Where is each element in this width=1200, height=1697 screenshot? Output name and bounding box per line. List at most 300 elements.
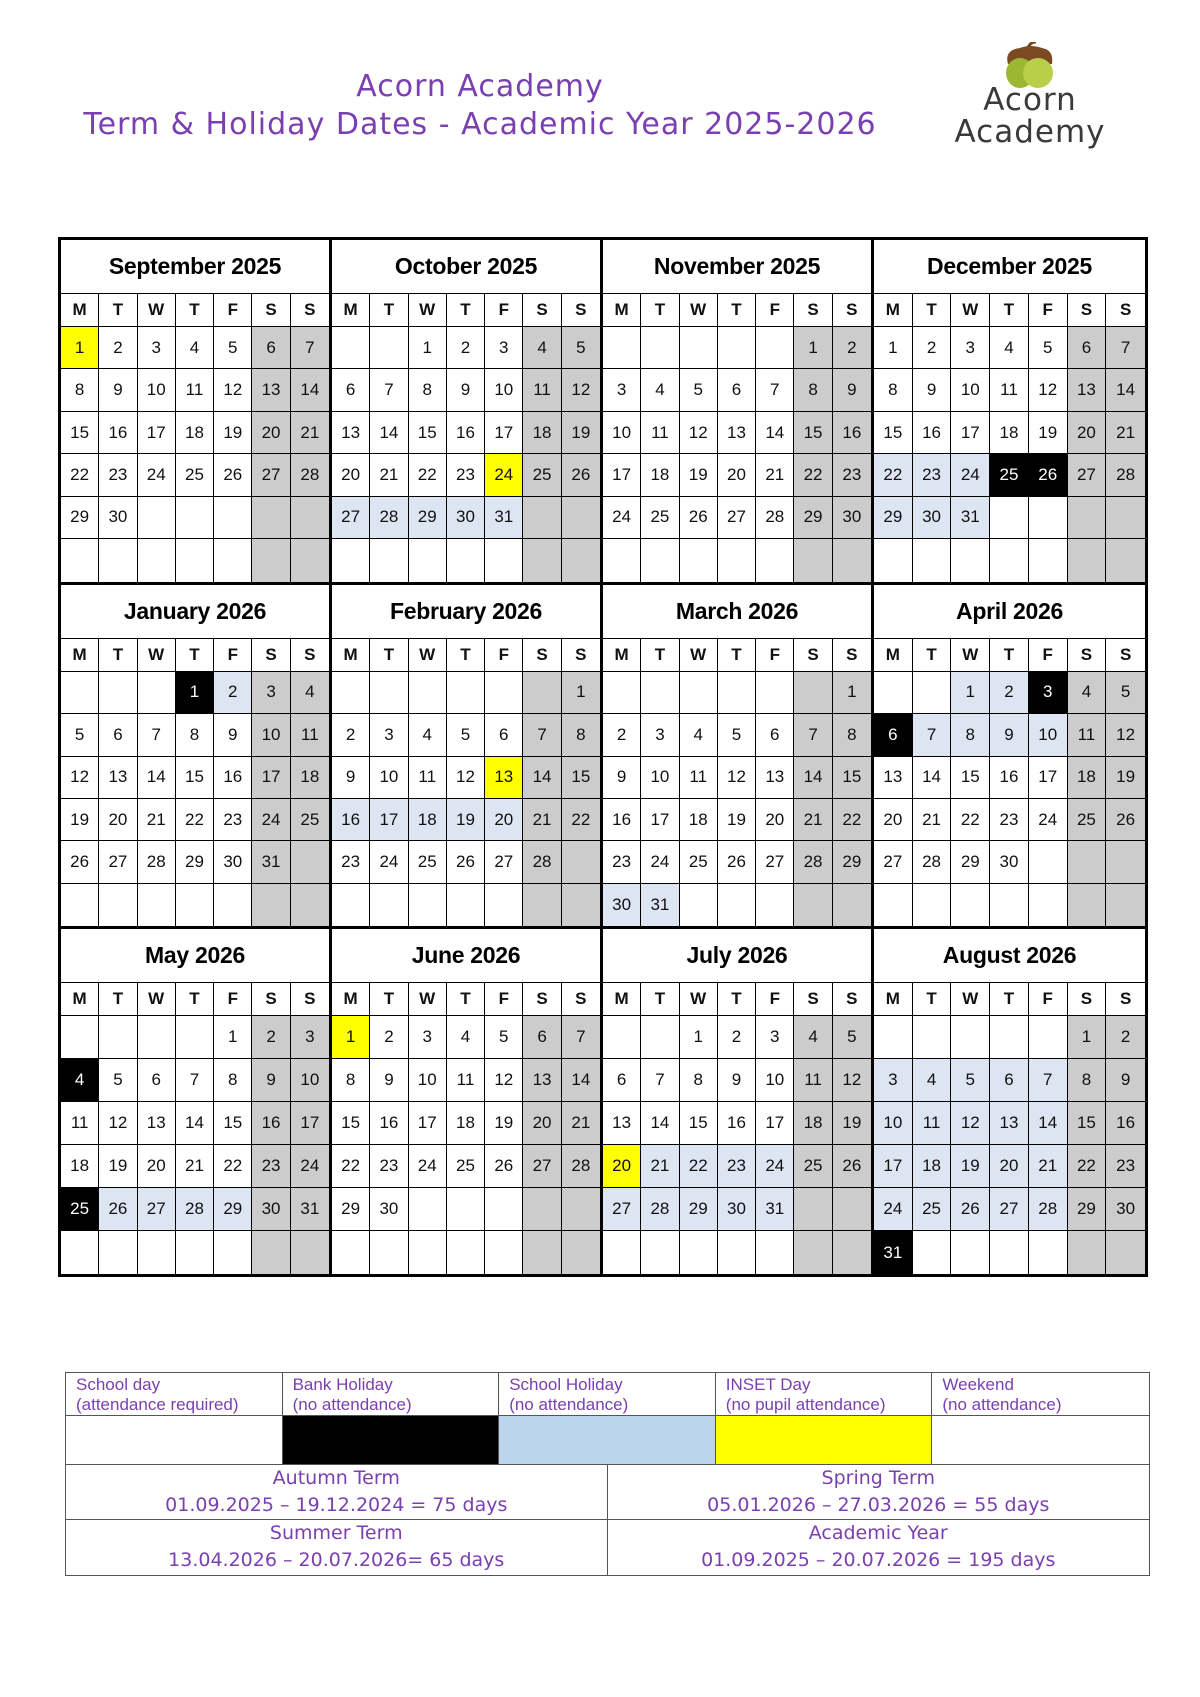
weekday-header: W: [138, 983, 176, 1016]
day-cell: 25: [641, 497, 679, 539]
day-cell: 18: [680, 799, 718, 841]
day-cell: 9: [214, 714, 252, 756]
weekday-header: S: [523, 294, 561, 327]
legend-swatch: [283, 1416, 500, 1465]
day-cell: 21: [913, 799, 952, 841]
day-cell: 3: [756, 1016, 794, 1059]
empty-cell: [756, 672, 794, 714]
day-cell: 25: [680, 841, 718, 883]
empty-cell: [409, 539, 447, 581]
weekday-header: S: [1068, 983, 1107, 1016]
empty-cell: [447, 1231, 485, 1274]
month-3: [874, 240, 1145, 585]
day-cell: 13: [332, 412, 370, 454]
day-cell: 4: [913, 1059, 952, 1102]
day-cell: 7: [913, 714, 952, 756]
weekday-header: W: [138, 639, 176, 672]
empty-cell: [176, 884, 214, 926]
day-cell: 4: [794, 1016, 832, 1059]
day-cell: 7: [176, 1059, 214, 1102]
weekday-header: F: [485, 294, 523, 327]
weekday-header: T: [913, 983, 952, 1016]
day-cell: 25: [409, 841, 447, 883]
day-cell: 3: [641, 714, 679, 756]
day-cell: 18: [409, 799, 447, 841]
page-title-block: [60, 68, 900, 144]
empty-cell: [1106, 1231, 1145, 1274]
day-cell: 3: [409, 1016, 447, 1059]
weekday-header: S: [252, 294, 290, 327]
day-cell: 12: [1029, 369, 1068, 411]
weekday-header: T: [641, 294, 679, 327]
legend-label-note: (no attendance): [292, 1395, 412, 1414]
day-cell: 3: [951, 327, 990, 369]
day-cell: 23: [718, 1145, 756, 1188]
day-cell: 22: [1068, 1145, 1107, 1188]
weekday-header: T: [718, 983, 756, 1016]
day-cell: 23: [332, 841, 370, 883]
day-cell: 10: [409, 1059, 447, 1102]
day-cell: 8: [951, 714, 990, 756]
day-cell: 6: [1068, 327, 1107, 369]
day-cell: 19: [680, 454, 718, 496]
weekday-header: S: [1068, 294, 1107, 327]
day-cell: 21: [1106, 412, 1145, 454]
day-cell: 25: [61, 1188, 99, 1231]
day-cell: 2: [913, 327, 952, 369]
day-cell: 1: [794, 327, 832, 369]
day-cell: 8: [61, 369, 99, 411]
weekday-header: T: [176, 983, 214, 1016]
empty-cell: [990, 497, 1029, 539]
empty-cell: [603, 672, 641, 714]
empty-cell: [332, 327, 370, 369]
day-cell: 12: [485, 1059, 523, 1102]
empty-cell: [447, 539, 485, 581]
day-cell: 20: [485, 799, 523, 841]
term-cell: [66, 1520, 608, 1575]
day-cell: 11: [523, 369, 561, 411]
day-cell: 27: [874, 841, 913, 883]
empty-cell: [562, 884, 600, 926]
weekday-header: S: [562, 294, 600, 327]
day-cell: 8: [332, 1059, 370, 1102]
empty-cell: [252, 497, 290, 539]
weekday-header: T: [99, 294, 137, 327]
month-days-grid: [874, 983, 1145, 1274]
term-name: Summer Term: [269, 1522, 403, 1544]
day-cell: 6: [603, 1059, 641, 1102]
weekday-header: M: [874, 983, 913, 1016]
empty-cell: [718, 884, 756, 926]
month-title: November 2025: [603, 240, 871, 294]
day-cell: 5: [718, 714, 756, 756]
empty-cell: [214, 1231, 252, 1274]
term-dates: 05.01.2026 – 27.03.2026 = 55 days: [707, 1494, 1050, 1516]
empty-cell: [252, 539, 290, 581]
month-title: August 2026: [874, 929, 1145, 983]
day-cell: 13: [874, 757, 913, 799]
empty-cell: [1029, 884, 1068, 926]
day-cell: 25: [1068, 799, 1107, 841]
day-cell: 24: [138, 454, 176, 496]
weekday-header: T: [176, 294, 214, 327]
day-cell: 30: [447, 497, 485, 539]
term-dates: 01.09.2025 – 19.12.2024 = 75 days: [165, 1494, 508, 1516]
day-cell: 26: [951, 1188, 990, 1231]
day-cell: 5: [1106, 672, 1145, 714]
empty-cell: [680, 539, 718, 581]
day-cell: 27: [756, 841, 794, 883]
empty-cell: [990, 539, 1029, 581]
day-cell: 12: [447, 757, 485, 799]
school-logo: [940, 42, 1120, 162]
day-cell: 12: [833, 1059, 871, 1102]
day-cell: 3: [370, 714, 408, 756]
day-cell: 22: [874, 454, 913, 496]
empty-cell: [332, 884, 370, 926]
weekday-header: T: [447, 639, 485, 672]
day-cell: 6: [990, 1059, 1029, 1102]
weekday-header: S: [1106, 294, 1145, 327]
legend-label-note: (no pupil attendance): [725, 1395, 886, 1414]
weekday-header: M: [874, 639, 913, 672]
day-cell: 4: [291, 672, 329, 714]
day-cell: 17: [756, 1102, 794, 1145]
day-cell: 16: [370, 1102, 408, 1145]
empty-cell: [641, 672, 679, 714]
day-cell: 15: [951, 757, 990, 799]
day-cell: 13: [485, 757, 523, 799]
day-cell: 8: [833, 714, 871, 756]
day-cell: 29: [61, 497, 99, 539]
day-cell: 2: [99, 327, 137, 369]
day-cell: 26: [680, 497, 718, 539]
day-cell: 2: [1106, 1016, 1145, 1059]
day-cell: 7: [291, 327, 329, 369]
day-cell: 4: [990, 327, 1029, 369]
empty-cell: [833, 1231, 871, 1274]
day-cell: 15: [409, 412, 447, 454]
day-cell: 20: [603, 1145, 641, 1188]
day-cell: 19: [447, 799, 485, 841]
weekday-header: S: [1106, 983, 1145, 1016]
empty-cell: [718, 1231, 756, 1274]
day-cell: 5: [680, 369, 718, 411]
day-cell: 2: [603, 714, 641, 756]
day-cell: 11: [680, 757, 718, 799]
day-cell: 22: [61, 454, 99, 496]
day-cell: 1: [833, 672, 871, 714]
weekday-header: T: [370, 639, 408, 672]
day-cell: 20: [990, 1145, 1029, 1188]
weekday-header: T: [913, 294, 952, 327]
empty-cell: [680, 672, 718, 714]
day-cell: 9: [370, 1059, 408, 1102]
day-cell: 24: [485, 454, 523, 496]
day-cell: 9: [990, 714, 1029, 756]
weekday-header: W: [138, 294, 176, 327]
empty-cell: [485, 1188, 523, 1231]
day-cell: 26: [485, 1145, 523, 1188]
weekday-header: T: [990, 294, 1029, 327]
day-cell: 22: [562, 799, 600, 841]
day-cell: 17: [291, 1102, 329, 1145]
day-cell: 18: [176, 412, 214, 454]
legend-label: [716, 1373, 933, 1416]
empty-cell: [176, 539, 214, 581]
legend-label-note: (no attendance): [509, 1395, 629, 1414]
day-cell: 1: [562, 672, 600, 714]
day-cell: 17: [951, 412, 990, 454]
day-cell: 3: [1029, 672, 1068, 714]
weekday-header: W: [951, 639, 990, 672]
empty-cell: [641, 539, 679, 581]
legend-key: [66, 1373, 1149, 1465]
day-cell: 30: [833, 497, 871, 539]
empty-cell: [718, 672, 756, 714]
empty-cell: [370, 672, 408, 714]
empty-cell: [138, 1231, 176, 1274]
day-cell: 16: [447, 412, 485, 454]
day-cell: 30: [913, 497, 952, 539]
day-cell: 21: [523, 799, 561, 841]
empty-cell: [641, 1016, 679, 1059]
day-cell: 8: [176, 714, 214, 756]
weekday-header: M: [603, 983, 641, 1016]
empty-cell: [332, 672, 370, 714]
empty-cell: [603, 327, 641, 369]
empty-cell: [61, 1016, 99, 1059]
day-cell: 6: [523, 1016, 561, 1059]
legend-label: [499, 1373, 716, 1416]
day-cell: 28: [913, 841, 952, 883]
weekday-header: S: [252, 983, 290, 1016]
day-cell: 23: [990, 799, 1029, 841]
day-cell: 23: [833, 454, 871, 496]
day-cell: 11: [990, 369, 1029, 411]
month-title: January 2026: [61, 585, 329, 639]
empty-cell: [332, 539, 370, 581]
day-cell: 17: [874, 1145, 913, 1188]
day-cell: 30: [603, 884, 641, 926]
weekday-header: T: [718, 639, 756, 672]
day-cell: 20: [1068, 412, 1107, 454]
day-cell: 29: [332, 1188, 370, 1231]
day-cell: 15: [61, 412, 99, 454]
empty-cell: [794, 672, 832, 714]
day-cell: 16: [99, 412, 137, 454]
day-cell: 2: [718, 1016, 756, 1059]
empty-cell: [138, 1016, 176, 1059]
empty-cell: [794, 1231, 832, 1274]
day-cell: 3: [252, 672, 290, 714]
weekday-header: S: [523, 639, 561, 672]
month-days-grid: [603, 983, 871, 1274]
day-cell: 17: [252, 757, 290, 799]
day-cell: 31: [641, 884, 679, 926]
day-cell: 26: [1029, 454, 1068, 496]
day-cell: 2: [332, 714, 370, 756]
day-cell: 19: [718, 799, 756, 841]
day-cell: 9: [1106, 1059, 1145, 1102]
empty-cell: [291, 1231, 329, 1274]
day-cell: 8: [409, 369, 447, 411]
day-cell: 21: [794, 799, 832, 841]
day-cell: 1: [680, 1016, 718, 1059]
day-cell: 18: [641, 454, 679, 496]
weekday-header: F: [214, 294, 252, 327]
month-title: June 2026: [332, 929, 600, 983]
month-days-grid: [61, 639, 329, 927]
day-cell: 29: [1068, 1188, 1107, 1231]
empty-cell: [1106, 539, 1145, 581]
empty-cell: [874, 1016, 913, 1059]
empty-cell: [641, 327, 679, 369]
day-cell: 9: [603, 757, 641, 799]
day-cell: 13: [603, 1102, 641, 1145]
empty-cell: [1029, 1016, 1068, 1059]
month-0: [61, 240, 332, 585]
day-cell: 24: [603, 497, 641, 539]
month-title: October 2025: [332, 240, 600, 294]
weekday-header: F: [756, 983, 794, 1016]
logo-word-2: Academy: [954, 114, 1106, 150]
day-cell: 15: [874, 412, 913, 454]
month-days-grid: [332, 294, 600, 582]
weekday-header: T: [641, 639, 679, 672]
day-cell: 6: [252, 327, 290, 369]
day-cell: 16: [913, 412, 952, 454]
empty-cell: [61, 1231, 99, 1274]
day-cell: 11: [447, 1059, 485, 1102]
day-cell: 24: [370, 841, 408, 883]
day-cell: 3: [291, 1016, 329, 1059]
empty-cell: [99, 1231, 137, 1274]
empty-cell: [370, 539, 408, 581]
empty-cell: [291, 539, 329, 581]
weekday-header: T: [913, 639, 952, 672]
weekday-header: T: [447, 983, 485, 1016]
empty-cell: [176, 1231, 214, 1274]
day-cell: 8: [680, 1059, 718, 1102]
day-cell: 18: [990, 412, 1029, 454]
empty-cell: [332, 1231, 370, 1274]
weekday-header: M: [603, 294, 641, 327]
day-cell: 31: [951, 497, 990, 539]
day-cell: 9: [833, 369, 871, 411]
empty-cell: [485, 539, 523, 581]
day-cell: 7: [756, 369, 794, 411]
weekday-header: F: [214, 639, 252, 672]
day-cell: 18: [291, 757, 329, 799]
day-cell: 5: [447, 714, 485, 756]
empty-cell: [370, 1231, 408, 1274]
weekday-header: W: [951, 983, 990, 1016]
empty-cell: [874, 884, 913, 926]
weekday-header: F: [1029, 294, 1068, 327]
day-cell: 30: [99, 497, 137, 539]
empty-cell: [61, 672, 99, 714]
day-cell: 27: [252, 454, 290, 496]
legend-label: [283, 1373, 500, 1416]
month-title: September 2025: [61, 240, 329, 294]
day-cell: 7: [794, 714, 832, 756]
day-cell: 18: [1068, 757, 1107, 799]
weekday-header: S: [252, 639, 290, 672]
empty-cell: [523, 497, 561, 539]
empty-cell: [951, 884, 990, 926]
day-cell: 25: [794, 1145, 832, 1188]
day-cell: 28: [562, 1145, 600, 1188]
day-cell: 7: [641, 1059, 679, 1102]
day-cell: 2: [252, 1016, 290, 1059]
empty-cell: [138, 497, 176, 539]
day-cell: 20: [252, 412, 290, 454]
weekday-header: S: [562, 639, 600, 672]
day-cell: 13: [1068, 369, 1107, 411]
day-cell: 7: [1106, 327, 1145, 369]
month-1: [332, 240, 603, 585]
day-cell: 5: [1029, 327, 1068, 369]
weekday-header: W: [409, 983, 447, 1016]
empty-cell: [603, 539, 641, 581]
weekday-header: S: [833, 639, 871, 672]
day-cell: 26: [61, 841, 99, 883]
month-6: [603, 585, 874, 930]
day-cell: 23: [913, 454, 952, 496]
empty-cell: [680, 884, 718, 926]
day-cell: 29: [833, 841, 871, 883]
day-cell: 7: [562, 1016, 600, 1059]
weekday-header: S: [794, 639, 832, 672]
day-cell: 3: [138, 327, 176, 369]
month-days-grid: [874, 639, 1145, 927]
day-cell: 14: [1106, 369, 1145, 411]
day-cell: 9: [718, 1059, 756, 1102]
day-cell: 6: [718, 369, 756, 411]
empty-cell: [874, 539, 913, 581]
day-cell: 14: [794, 757, 832, 799]
day-cell: 17: [370, 799, 408, 841]
day-cell: 15: [680, 1102, 718, 1145]
weekday-header: F: [214, 983, 252, 1016]
day-cell: 10: [603, 412, 641, 454]
empty-cell: [833, 884, 871, 926]
weekday-header: S: [1106, 639, 1145, 672]
day-cell: 11: [913, 1102, 952, 1145]
day-cell: 24: [641, 841, 679, 883]
empty-cell: [485, 672, 523, 714]
day-cell: 20: [99, 799, 137, 841]
day-cell: 30: [990, 841, 1029, 883]
legend-swatch: [499, 1416, 716, 1465]
month-days-grid: [603, 639, 871, 927]
day-cell: 28: [370, 497, 408, 539]
empty-cell: [562, 497, 600, 539]
legend-swatch: [716, 1416, 933, 1465]
day-cell: 4: [176, 327, 214, 369]
legend-table: [65, 1372, 1150, 1576]
day-cell: 16: [718, 1102, 756, 1145]
day-cell: 30: [1106, 1188, 1145, 1231]
day-cell: 15: [794, 412, 832, 454]
day-cell: 28: [641, 1188, 679, 1231]
legend-label-note: (no attendance): [942, 1395, 1062, 1414]
day-cell: 26: [833, 1145, 871, 1188]
day-cell: 5: [562, 327, 600, 369]
day-cell: 27: [485, 841, 523, 883]
